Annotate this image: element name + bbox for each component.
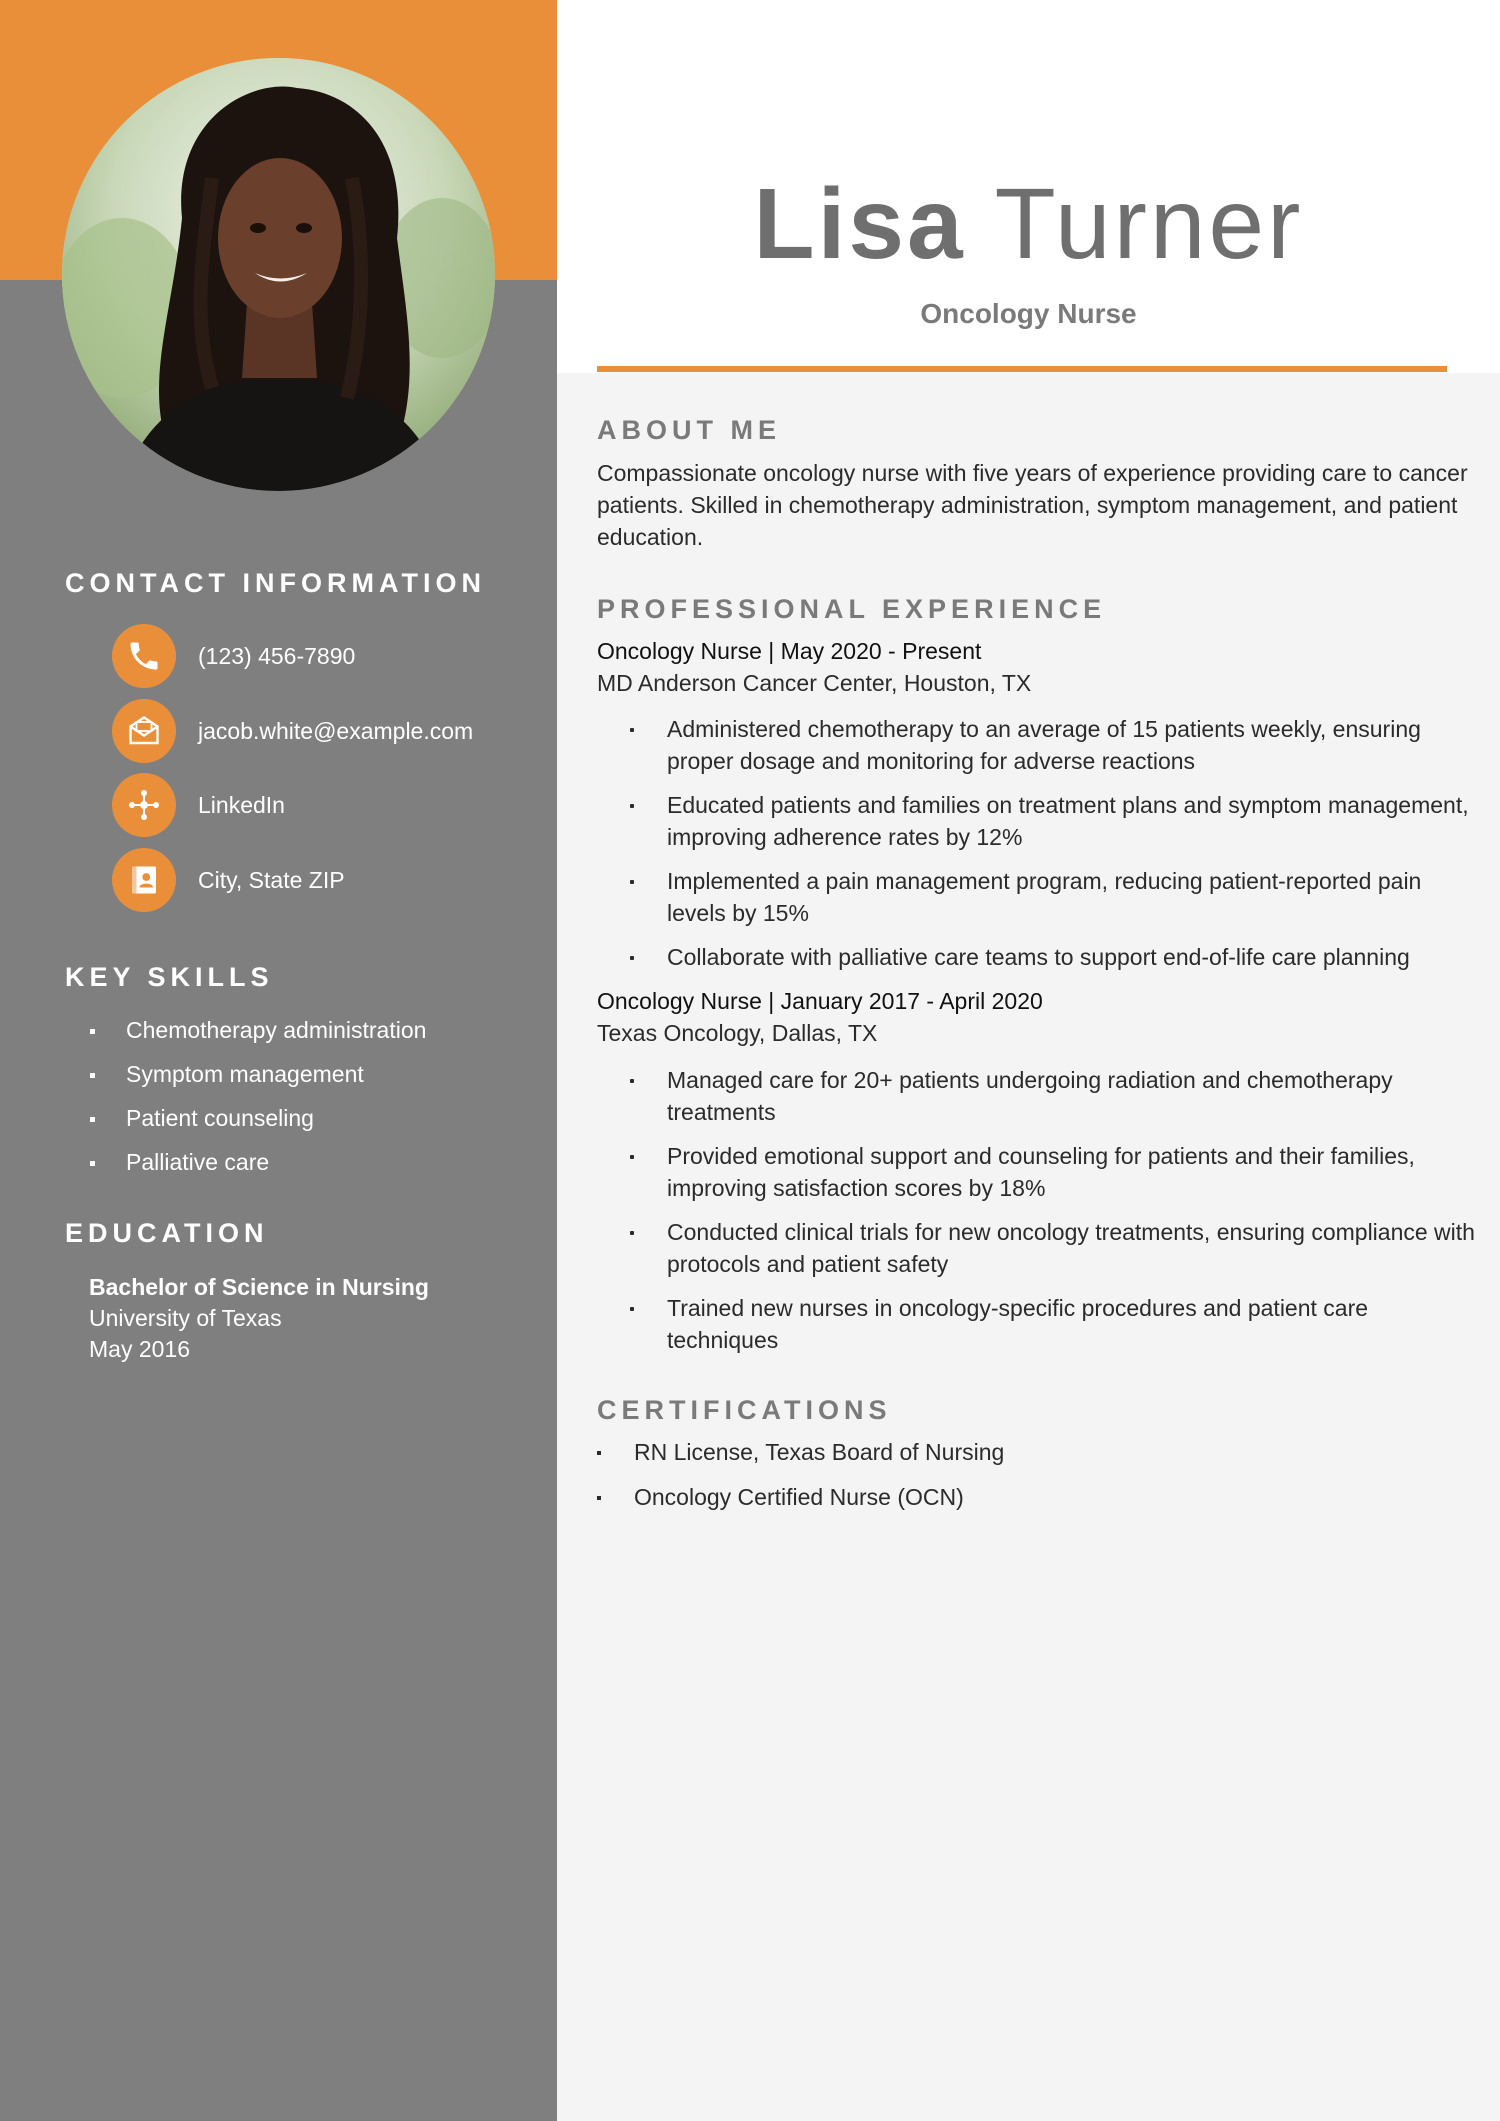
education-school: University of Texas: [89, 1305, 282, 1331]
job-title: Oncology Nurse: [920, 298, 1137, 329]
job-2-title: Oncology Nurse | January 2017 - April 2020: [597, 988, 1043, 1014]
list-item: Conducted clinical trials for new oncology treatments, ensuring compliance with protocols and patient safety: [630, 1216, 1480, 1280]
contact-phone: [112, 624, 355, 688]
person-name: [557, 165, 1500, 283]
network-icon: [112, 773, 176, 837]
contact-address-text: City, State ZIP: [198, 866, 345, 893]
first-name: Lisa: [753, 168, 966, 280]
job-1-bullets: [630, 713, 1480, 985]
education-date: May 2016: [89, 1336, 191, 1362]
list-item: Collaborate with palliative care teams to support end-of-life care planning: [630, 941, 1480, 973]
list-item: Patient counseling: [90, 1101, 426, 1145]
list-item: Provided emotional support and counseling for patients and their families, improving satisfaction scores by 18%: [630, 1140, 1480, 1204]
header-divider: [597, 366, 1447, 372]
list-item: Managed care for 20+ patients undergoing radiation and chemotherapy treatments: [630, 1064, 1480, 1128]
contact-phone-text[interactable]: (123) 456-7890: [198, 642, 356, 669]
certifications-heading: CERTIFICATIONS: [597, 1395, 892, 1425]
list-item: Symptom management: [90, 1057, 426, 1101]
experience-heading: PROFESSIONAL EXPERIENCE: [597, 594, 1107, 624]
contact-heading: CONTACT INFORMATION: [65, 568, 486, 598]
education-block: [89, 1272, 429, 1365]
contact-linkedin: [112, 773, 285, 837]
profile-photo: [62, 58, 495, 491]
certifications-list: [597, 1436, 1004, 1526]
last-name: Turner: [994, 168, 1304, 280]
list-item: RN License, Texas Board of Nursing: [597, 1436, 1004, 1481]
contact-linkedin-text[interactable]: LinkedIn: [198, 791, 285, 818]
contact-address: [112, 848, 345, 912]
skills-list: [90, 1013, 426, 1189]
address-book-icon: [112, 848, 176, 912]
list-item: Administered chemotherapy to an average of 15 patients weekly, ensuring proper dosage and monitoring for adverse reactions: [630, 713, 1480, 777]
job-1-org: MD Anderson Cancer Center, Houston, TX: [597, 670, 1032, 696]
envelope-icon: [112, 699, 176, 763]
skills-heading: KEY SKILLS: [65, 962, 274, 992]
list-item: Implemented a pain management program, reducing patient-reported pain levels by 15%: [630, 865, 1480, 929]
list-item: Educated patients and families on treatment plans and symptom management, improving adherence rates by 12%: [630, 789, 1480, 853]
education-degree: Bachelor of Science in Nursing: [89, 1274, 429, 1300]
list-item: Palliative care: [90, 1145, 426, 1189]
about-heading: ABOUT ME: [597, 415, 781, 445]
list-item: Chemotherapy administration: [90, 1013, 426, 1057]
job-2-org: Texas Oncology, Dallas, TX: [597, 1020, 878, 1046]
job-2-bullets: [630, 1064, 1480, 1368]
contact-email-text[interactable]: jacob.white@example.com: [198, 717, 474, 744]
about-text: Compassionate oncology nurse with five years of experience providing care to cancer patients. Skilled in chemotherapy administration, symptom management, and patient education.: [597, 460, 1468, 550]
education-heading: EDUCATION: [65, 1218, 269, 1248]
list-item: Oncology Certified Nurse (OCN): [597, 1481, 1004, 1526]
contact-email: [112, 699, 473, 763]
list-item: Trained new nurses in oncology-specific procedures and patient care techniques: [630, 1292, 1480, 1356]
phone-icon: [112, 624, 176, 688]
job-1-title: Oncology Nurse | May 2020 - Present: [597, 638, 982, 664]
